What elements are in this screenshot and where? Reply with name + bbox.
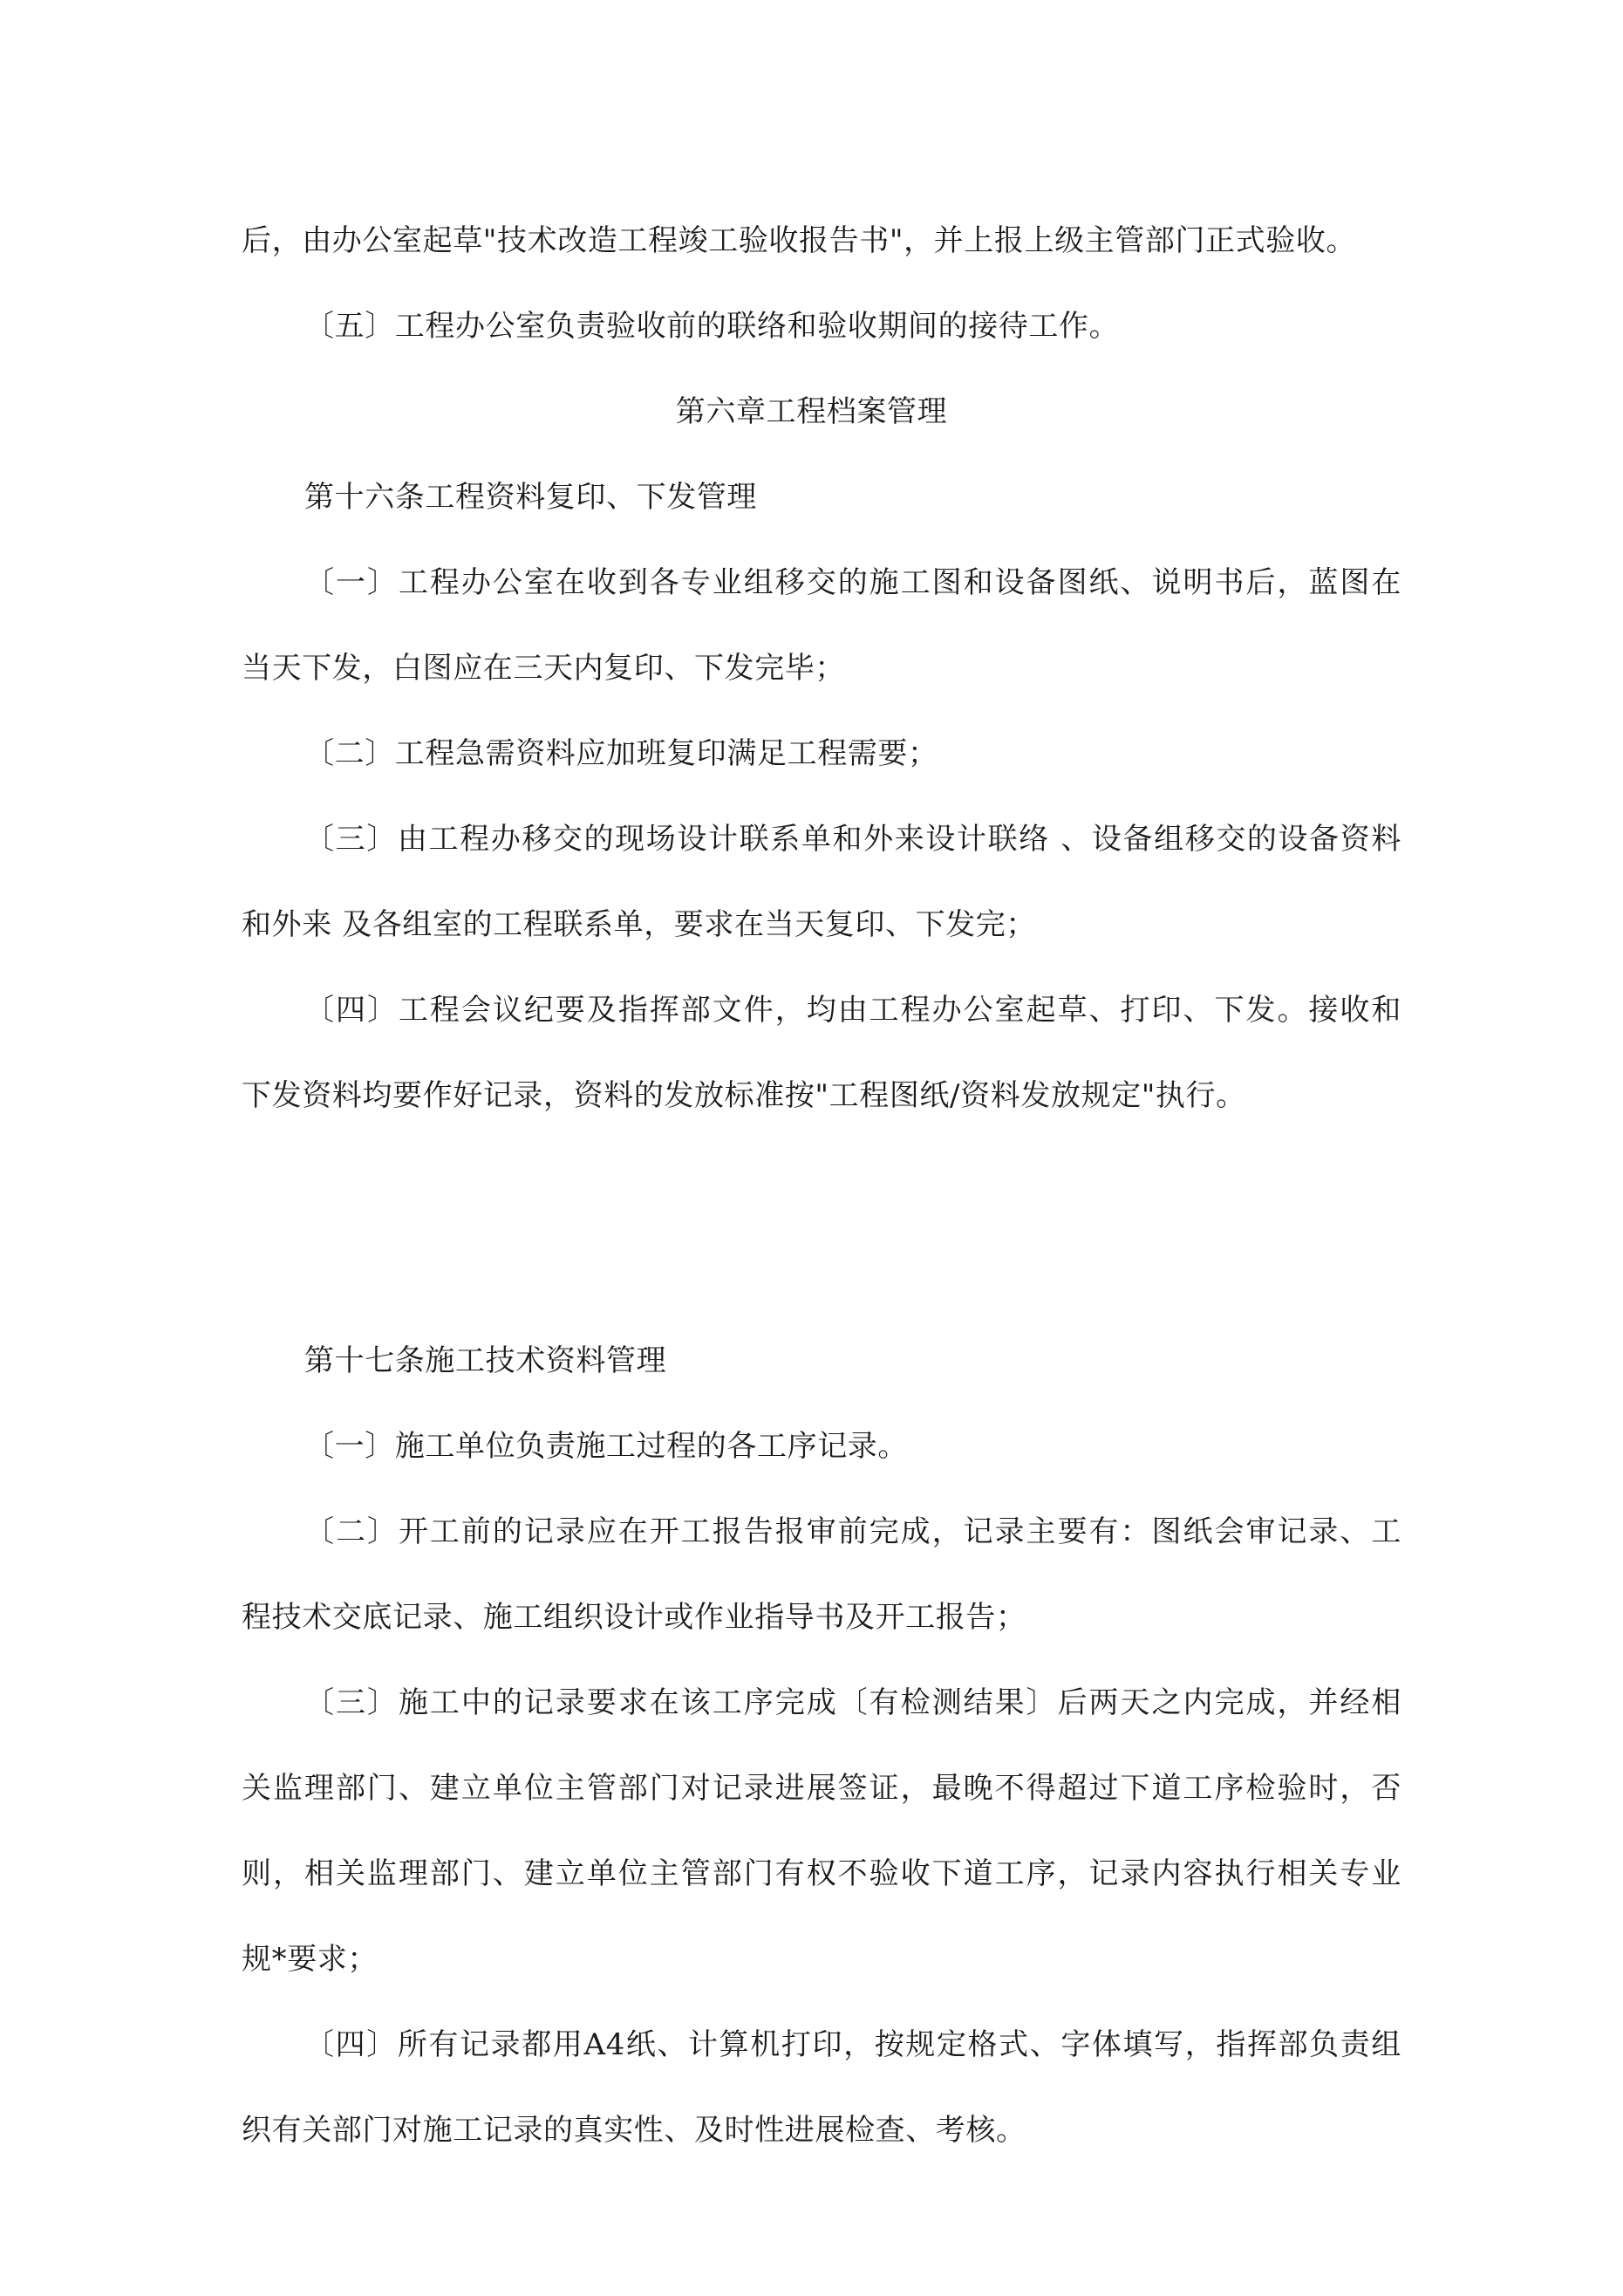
paragraph-line: 则，相关监理部门、建立单位主管部门有权不验收下道工序，记录内容执行相关专业: [242, 1856, 1401, 1891]
article-heading: 第十七条施工技术资料管理: [304, 1343, 667, 1378]
paragraph-line: 〔二〕工程急需资料应加班复印满足工程需要；: [304, 736, 938, 771]
paragraph-line: 规*要求；: [242, 1942, 378, 1977]
paragraph-line: 和外来 及各组室的工程联系单，要求在当天复印、下发完；: [242, 907, 1037, 942]
paragraph-line: 〔一〕施工单位负责施工过程的各工序记录。: [304, 1429, 908, 1464]
paragraph-line: 〔五〕工程办公室负责验收前的联络和验收期间的接待工作。: [304, 309, 1120, 344]
paragraph-line: 关监理部门、建立单位主管部门对记录进展签证，最晚不得超过下道工序检验时，否: [242, 1771, 1401, 1806]
paragraph-line: 〔三〕由工程办移交的现场设计联系单和外来设计联络 、设备组移交的设备资料: [304, 822, 1401, 857]
paragraph-line: 下发资料均要作好记录，资料的发放标准按"工程图纸/资料发放规定"执行。: [242, 1078, 1246, 1113]
paragraph-line: 〔四〕所有记录都用A4纸、计算机打印，按规定格式、字体填写，指挥部负责组: [304, 2027, 1401, 2062]
paragraph-line: 织有关部门对施工记录的真实性、及时性进展检查、考核。: [242, 2113, 1026, 2148]
paragraph-line: 〔二〕开工前的记录应在开工报告报审前完成，记录主要有：图纸会审记录、工: [304, 1514, 1401, 1549]
paragraph-line: 〔三〕施工中的记录要求在该工序完成〔有检测结果〕后两天之内完成，并经相: [304, 1685, 1401, 1720]
paragraph-line: 后，由办公室起草"技术改造工程竣工验收报告书"，并上报上级主管部门正式验收。: [242, 223, 1357, 258]
paragraph-line: 〔一〕工程办公室在收到各专业组移交的施工图和设备图纸、说明书后，蓝图在: [304, 565, 1401, 600]
paragraph-line: 当天下发，白图应在三天内复印、下发完毕；: [242, 651, 845, 686]
chapter-heading: 第六章工程档案管理: [675, 394, 948, 429]
paragraph-line: 〔四〕工程会议纪要及指挥部文件，均由工程办公室起草、打印、下发。接收和: [304, 993, 1401, 1028]
paragraph-line: 程技术交底记录、施工组织设计或作业指导书及开工报告；: [242, 1600, 1026, 1635]
article-heading: 第十六条工程资料复印、下发管理: [304, 480, 757, 515]
